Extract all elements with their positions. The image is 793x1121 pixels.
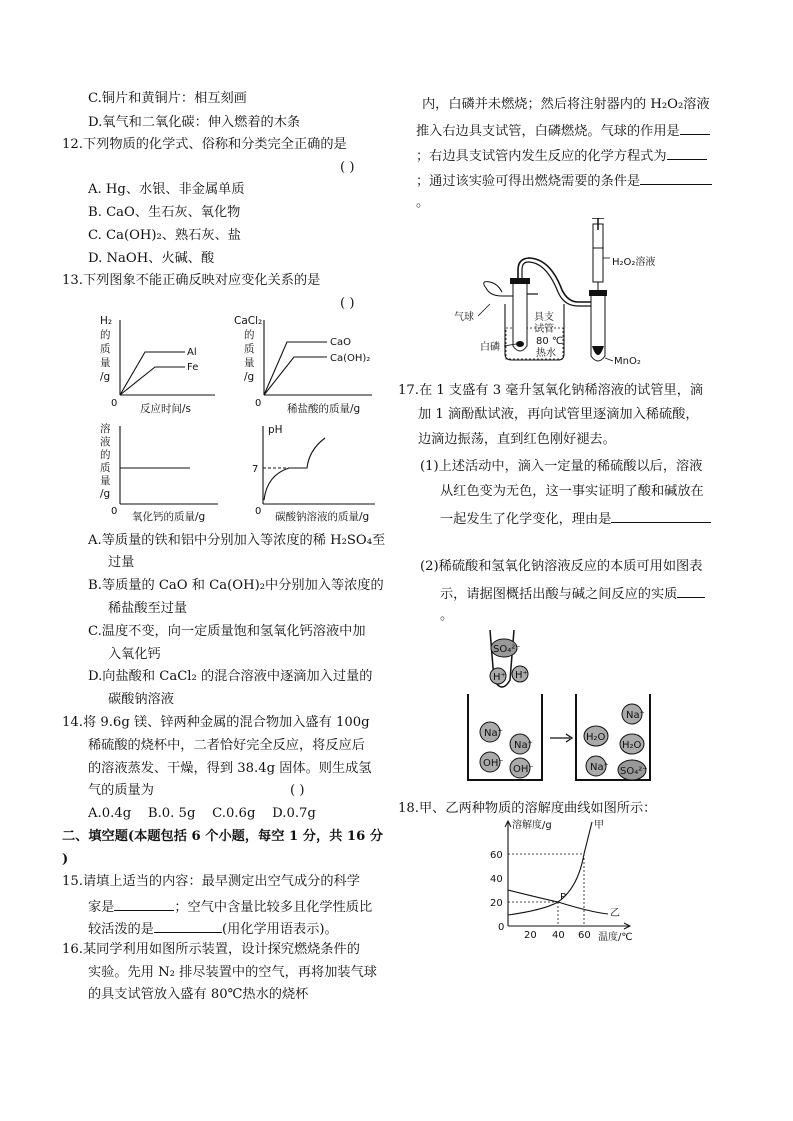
q12-option-d: D. NaOH、火碱、酸 [88,251,215,266]
q17-part2-line1: (2)稀硫酸和氢氧化钠溶液反应的本质可用如图表 [420,559,703,574]
molecule-h2o-1-label: H₂O [586,732,606,743]
q17-line3: 边滴边振荡，直到红色刚好褪去。 [418,432,616,447]
sol-origin: 0 [498,922,505,933]
q15-blank-1[interactable] [114,896,174,911]
g2-xlabel: 稀盐酸的质量/g [287,403,361,415]
ion-so4-bottom-label: SO₄²⁻ [620,766,648,777]
q13-stem: 13.下列图象不能正确反映对应变化关系的是 [62,273,321,288]
g3-origin: 0 [111,506,118,517]
graph-h2-mass [90,312,220,420]
g1-series-fe: Fe [187,362,199,373]
q17-blank-2[interactable] [677,583,705,598]
g3-ylabel-5: /g [100,488,111,500]
g1-series-al: Al [187,347,197,358]
g2-ylabel-1: 的 [244,329,255,341]
q17-line1: 17.在 1 支盛有 3 毫升氢氧化钠稀溶液的试管里，滴 [398,383,704,398]
q16-line4: 内，白磷并未燃烧；然后将注射器内的 H₂O₂溶液 [422,97,710,112]
q14-line3: 的溶液蒸发、干燥，得到 38.4g 固体。则生成氢 [88,761,372,776]
graph-cacl2-mass [232,312,382,420]
section2-heading-line2: ) [62,852,69,867]
sol-ytick-60: 60 [490,850,503,861]
syringe-barrel-icon [593,224,603,282]
q11-option-d: D.氧气和二氧化碳：伸入燃着的木条 [88,115,301,130]
q16-blank-3[interactable] [640,170,712,185]
q16-line8: 。 [416,195,430,210]
q12-option-a: A. Hg、水银、非金属单质 [88,182,245,197]
q17-line2: 加 1 滴酚酞试液，再向试管里逐滴加入稀硫酸， [418,407,699,422]
g1-xlabel: 反应时间/s [140,403,192,415]
q17-text-essence: 示，请据图概括出酸与碱之间反应的实质 [440,587,678,602]
q17-part1-line1: (1)上述活动中，滴入一定量的稀硫酸以后，溶液 [420,459,703,474]
q16-line1: 16.某同学利用如图所示装置，设计探究燃烧条件的 [62,942,360,957]
graph-solution-mass [90,420,225,528]
q14-answer-paren: ( ) [290,783,305,798]
g2-series-cao: CaO [330,337,351,348]
g1-ylabel-2: 质 [100,343,111,355]
ion-h-1-label: H⁺ [493,672,506,683]
sol-ylabel: 溶解度/g [512,820,552,831]
q15-line2 [88,896,372,917]
q17-part2-line3: 。 [440,608,454,623]
g1-ylabel-4: /g [100,371,111,383]
q16-line5 [416,120,710,141]
g1-ylabel-3: 量 [100,357,111,369]
q16-text-equation: ；右边具支试管内发生反应的化学方程式为 [416,149,667,164]
label-tube-1: 具支 [534,312,554,323]
ion-h-2-label: H⁺ [515,670,528,681]
ion-na-3-label: Na⁺ [626,710,645,721]
q14-options: A.0.4g B.0. 5g C.0.6g D.0.7g [88,806,316,821]
label-balloon: 气球 [454,312,474,323]
q17-part1-line3 [440,508,711,529]
q15-line3 [88,918,338,939]
g4-origin: 0 [255,506,262,517]
sol-ytick-40: 40 [490,874,503,885]
ion-so4-top-label: SO₄²⁻ [493,644,521,655]
q12-option-b: B. CaO、生石灰、氧化物 [88,205,241,220]
q13-option-d-line2: 碳酸钠溶液 [108,692,174,707]
q13-option-a-line1: A.等质量的铁和铝中分别加入等浓度的稀 H₂SO₄至 [88,533,386,548]
ion-oh-1-label: OH⁻ [483,758,504,769]
q15-text-a: 家是 [88,900,115,915]
g3-ylabel-1: 液 [100,436,111,448]
q14-line4: 气的质量为 [88,783,154,798]
g2-origin: 0 [255,398,262,409]
g4-curve [264,438,325,500]
g1-ylabel-0: H₂ [100,315,113,327]
g2-ylabel-2: 质 [244,343,255,355]
solubility-chart [480,818,650,944]
sol-label-p: P [560,892,567,903]
label-mno2: MnO₂ [614,356,641,367]
g2-line-cao [264,342,327,395]
q17-blank-1[interactable] [611,508,711,523]
label-temp: 80 ℃ [536,336,564,347]
label-white-phosphorus: 白磷 [480,342,500,353]
ion-na-2-label: Na⁺ [514,740,533,751]
ion-na-1-label: Na⁺ [484,728,503,739]
g4-ylabel: pH [268,424,283,436]
q16-blank-1[interactable] [680,120,710,135]
g1-ylabel-1: 的 [100,329,111,341]
g2-ylabel-3: 量 [244,357,255,369]
sol-xtick-60: 60 [578,930,591,941]
q13-answer-paren: ( ) [340,296,355,311]
q11-option-c: C.铜片和黄铜片：相互刻画 [88,91,247,106]
sol-label-yi: 乙 [610,908,620,919]
g2-ylabel-4: /g [244,371,255,383]
q17-text-reason: 一起发生了化学变化，理由是 [440,512,612,527]
q16-text-condition: ；通过该实验可得出燃烧需要的条件是 [416,174,641,189]
section2-heading-line1: 二、填空题(本题包括 6 个小题，每空 1 分，共 16 分 [62,829,384,844]
q16-text-balloon: 推入右边具支试管，白磷燃烧。气球的作用是 [416,124,680,139]
right-tube-stopper [589,290,607,296]
g4-xlabel: 碳酸钠溶液的质量/g [275,511,370,523]
sol-curve-jia [508,822,592,915]
q13-option-b-line2: 稀盐酸至过量 [108,601,188,616]
combustion-apparatus-figure [450,218,700,374]
left-test-tube-icon [513,284,527,351]
ion-na-4-label: Na⁺ [590,762,609,773]
q16-line2: 实验。先用 N₂ 排尽装置中的空气，再将加装气球 [88,965,377,980]
label-h2o2: H₂O₂溶液 [612,257,656,268]
left-tube-stopper [510,278,530,284]
sol-ytick-20: 20 [490,898,503,909]
q14-line1: 14.将 9.6g 镁、锌两种金属的混合物加入盛有 100g [62,715,370,730]
molecule-h2o-2-label: H₂O [622,740,642,751]
g1-origin: 0 [111,398,118,409]
graph-ph [245,420,385,528]
sol-label-jia: 甲 [594,820,604,831]
white-phosphorus-icon [516,341,524,347]
g3-ylabel-2: 的 [100,449,111,461]
q14-line2: 稀硫酸的烧杯中，二者恰好完全反应，将反应后 [88,738,365,753]
ion-oh-2-label: OH⁻ [513,764,534,775]
g2-ylabel-0: CaCl₂ [234,315,263,327]
q17-part2-line2 [440,583,705,604]
q13-option-c-line1: C.温度不变，向一定质量饱和氢氧化钙溶液中加 [88,624,366,639]
neutralization-figure [462,628,662,788]
g1-line-al [120,352,185,395]
label-tube-2: 试管 [534,324,554,335]
q16-blank-2[interactable] [667,145,707,160]
q15-blank-2[interactable] [154,918,222,933]
balloon-icon [484,282,513,296]
q12-answer-paren: ( ) [340,160,355,175]
q13-option-a-line2: 过量 [108,555,135,570]
q17-part1-line2: 从红色变为无色，这一事实证明了酸和碱放在 [440,484,704,499]
q13-option-c-line2: 入氧化钙 [108,647,161,662]
q12-option-c: C. Ca(OH)₂、熟石灰、盐 [88,228,241,243]
q15-text-b: ；空气中含量比较多且化学性质比 [174,900,373,915]
g3-xlabel: 氧化钙的质量/g [132,511,206,523]
g3-ylabel-4: 量 [100,475,111,487]
g3-ylabel-0: 溶 [100,423,111,435]
q16-line7 [416,170,712,191]
g4-tick-7: 7 [252,464,259,475]
sol-xlabel: 温度/℃ [598,932,633,943]
sol-xtick-20: 20 [524,930,537,941]
q13-option-d-line1: D.向盐酸和 CaCl₂ 的混合溶液中逐滴加入过量的 [88,669,373,684]
g3-ylabel-3: 质 [100,462,111,474]
q12-stem: 12.下列物质的化学式、俗称和分类完全正确的是 [62,137,347,152]
q15-line1: 15.请填上适当的内容：最早测定出空气成分的科学 [62,874,360,889]
g1-line-fe [120,367,185,395]
q13-option-b-line1: B.等质量的 CaO 和 Ca(OH)₂中分别加入等浓度的 [88,578,384,593]
sol-xtick-40: 40 [552,930,565,941]
q16-line3: 的具支试管放入盛有 80℃热水的烧杯 [88,987,309,1002]
q18-stem: 18.甲、乙两种物质的溶解度曲线如图所示： [398,801,657,816]
q15-text-d: (用化学用语表示)。 [221,922,338,937]
g2-series-caoh2: Ca(OH)₂ [330,353,371,364]
q15-text-c: 较活泼的是 [88,922,154,937]
label-hot-water: 热水 [536,348,556,359]
g2-line-caoh2 [264,357,327,395]
q16-line6 [416,145,707,166]
